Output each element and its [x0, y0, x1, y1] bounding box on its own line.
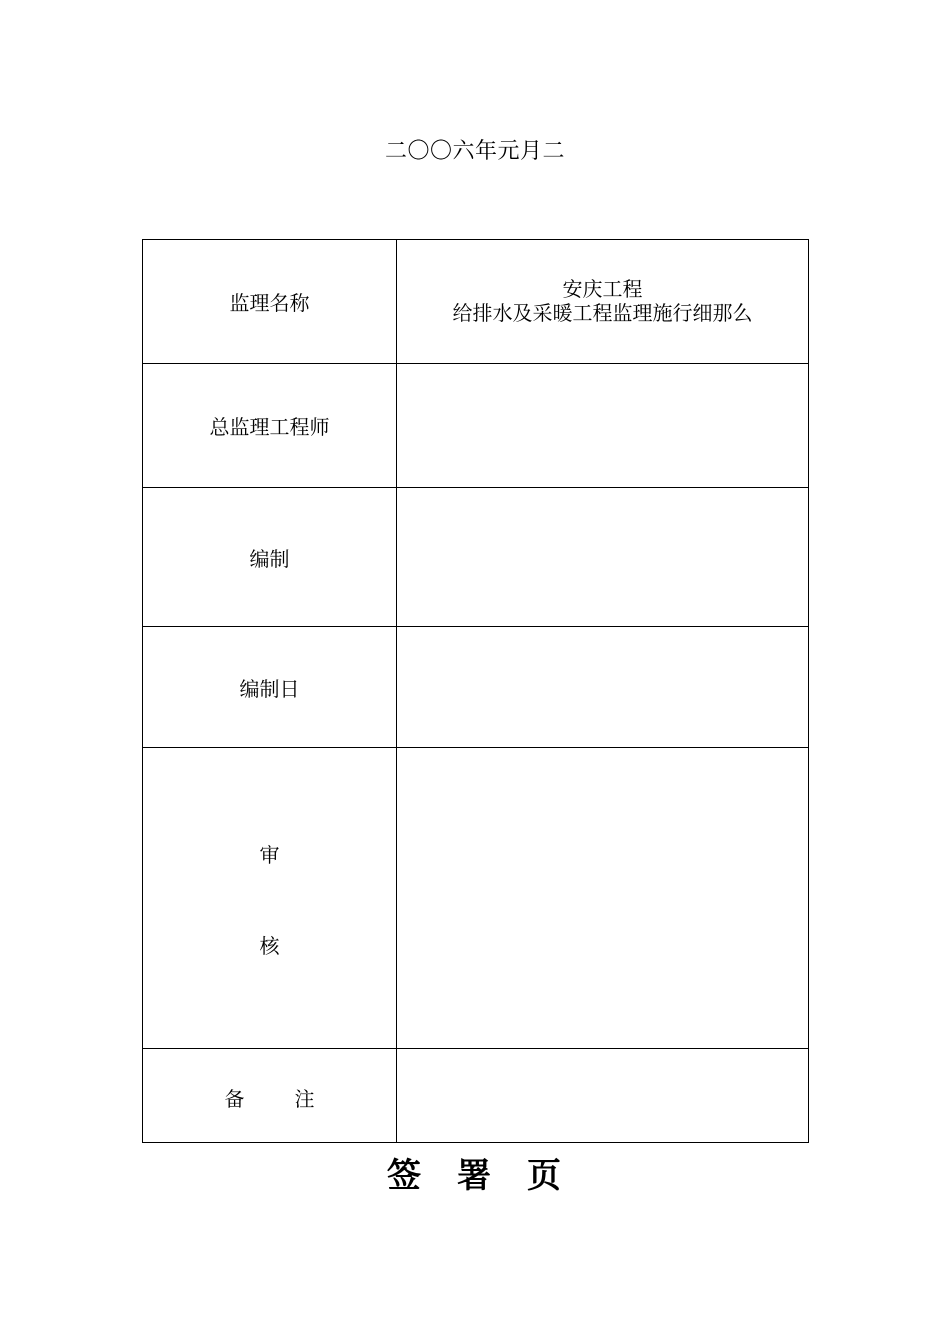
signature-table	[142, 239, 809, 1143]
chief-engineer-label: 总监理工程师	[143, 364, 397, 488]
compiled-by-label: 编制	[143, 488, 397, 627]
review-label	[143, 748, 397, 1049]
compile-date-label: 编制日	[143, 627, 397, 748]
chief-engineer-value	[397, 364, 809, 488]
signature-page-title-char: 页	[527, 1156, 563, 1196]
remarks-value	[397, 1049, 809, 1143]
project-name-line: 安庆工程	[562, 276, 643, 301]
compile-date-value	[397, 627, 809, 748]
remarks-label-char: 备	[224, 1087, 245, 1111]
review-label-char: 核	[259, 934, 280, 958]
signature-page-title-char: 签	[387, 1156, 423, 1196]
signature-page-title-char: 署	[457, 1156, 493, 1196]
table-row	[143, 488, 809, 627]
table-row	[143, 364, 809, 488]
table-row	[143, 748, 809, 1049]
table-row	[143, 627, 809, 748]
table-row	[143, 240, 809, 364]
remarks-label	[143, 1049, 397, 1143]
review-value	[397, 748, 809, 1049]
compiled-by-value	[397, 488, 809, 627]
remarks-label-char: 注	[294, 1087, 315, 1111]
supervision-name-value	[397, 240, 809, 364]
supervision-name-label: 监理名称	[143, 240, 397, 364]
table-row	[143, 1049, 809, 1143]
review-label-char: 审	[259, 843, 280, 867]
signature-page-title	[0, 1148, 950, 1197]
document-title-line: 给排水及采暖工程监理施行细那么	[452, 300, 753, 325]
document-date: 二〇〇六年元月二	[384, 139, 565, 164]
